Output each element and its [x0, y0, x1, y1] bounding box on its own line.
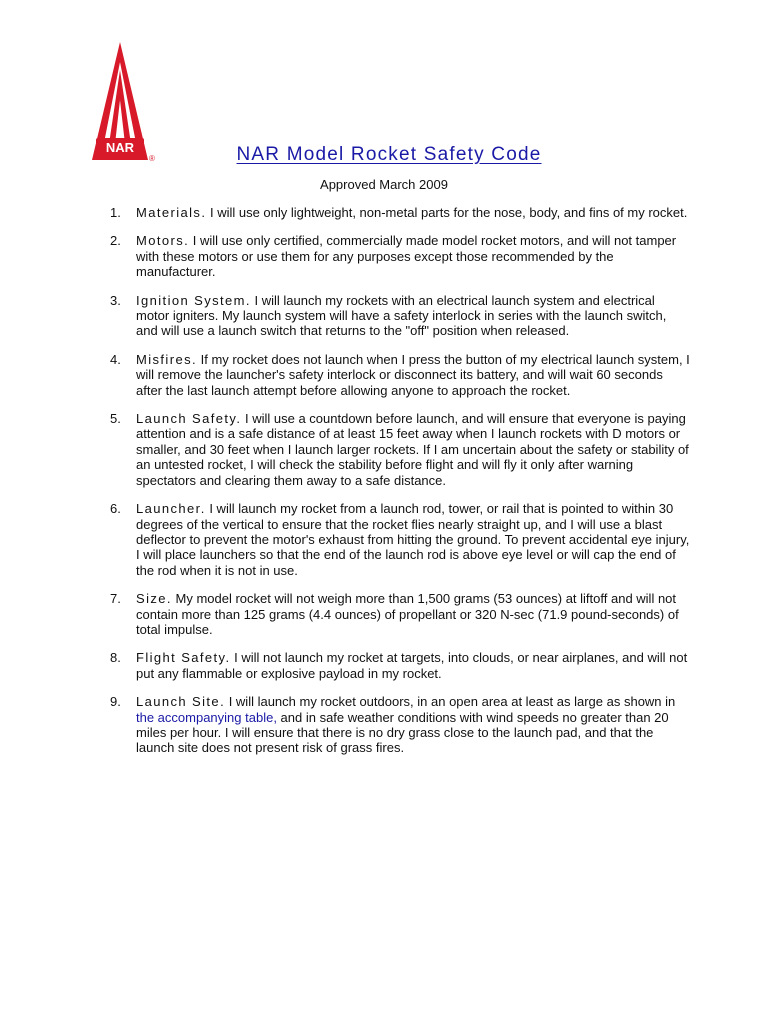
item-term: Materials.: [136, 205, 207, 220]
item-number: 3.: [110, 292, 121, 308]
item-number: 4.: [110, 351, 121, 367]
safety-code-list: [110, 205, 690, 769]
item-text: I will not launch my rocket at targets, into clouds, or near airplanes, and will not put any flammable or explosive payload in my rocket.: [136, 650, 688, 681]
item-term: Flight Safety.: [136, 650, 231, 666]
item-number: 7.: [110, 591, 121, 607]
list-item-misfires: [110, 352, 690, 398]
item-term: Launcher.: [136, 501, 206, 517]
item-number: 2.: [110, 233, 121, 249]
item-text: I will launch my rocket from a launch rod, tower, or rail that is pointed to within 30 degrees of the vertical to ensure that the rocket flies nearly straight up, and I will use a blast deflector to prevent the motor's exhaust from hitting the ground. To prevent accidental eye injury, I will place launchers so that the end of the launch rod is above eye level or will cap the end of the rod when it is not in use.: [136, 501, 690, 578]
approval-date: Approved March 2009: [320, 177, 448, 192]
item-number: 8.: [110, 650, 121, 666]
list-item-materials: [110, 205, 690, 220]
item-term: Launch Site.: [136, 694, 226, 710]
item-body: [136, 694, 690, 756]
item-body: [136, 501, 690, 578]
item-text: I will use only lightweight, non-metal parts for the nose, body, and fins of my rocket.: [206, 205, 688, 220]
item-term: Launch Safety.: [136, 411, 242, 427]
item-body: [136, 205, 690, 220]
registered-mark: ®: [149, 154, 155, 163]
item-text: If my rocket does not launch when I press the button of my electrical launch system, I will remove the launcher's safety interlock or disconnect its battery, and will wait 60 seconds after the last launch attempt before allowing anyone to approach the rocket.: [136, 351, 690, 398]
item-text: I will use only certified, commercially made model rocket motors, and will not tamper with these motors or use them for any purposes except those recommended by the manufacturer.: [136, 233, 677, 280]
logo-text: NAR: [105, 140, 135, 155]
item-body: [136, 591, 690, 637]
accompanying-table-link[interactable]: the accompanying table,: [136, 709, 277, 725]
item-term: Misfires.: [136, 351, 197, 367]
item-number: 6.: [110, 501, 121, 517]
item-term: Size.: [136, 591, 172, 607]
list-item-size: [110, 591, 690, 637]
item-body: [136, 352, 690, 398]
item-term: Ignition System.: [136, 292, 251, 308]
list-item-flight-safety: [110, 650, 690, 681]
item-body: [136, 293, 690, 339]
page-title-text: NAR Model Rocket Safety Code: [236, 144, 542, 165]
item-term: Motors.: [136, 233, 190, 249]
item-number: 1.: [110, 205, 121, 220]
item-text: I will launch my rocket outdoors, in an open area at least as large as shown in: [225, 694, 676, 710]
list-item-launch-safety: [110, 411, 690, 488]
item-body: [136, 650, 690, 681]
list-item-launcher: [110, 501, 690, 578]
item-text: I will use a countdown before launch, and will ensure that everyone is paying attention and is a safe distance of at least 15 feet away when I launch rockets with D motors or smaller, and 30 feet when I launch larger rockets. If I am uncertain about the safety or stability of an untested rocket, I will check the stability before flight and will fly it only after warning spectators and clearing them away to a safe distance.: [136, 411, 689, 488]
item-number: 5.: [110, 411, 121, 427]
item-body: [136, 233, 690, 279]
list-item-launch-site: [110, 694, 690, 756]
item-body: [136, 411, 690, 488]
item-text: I will launch my rockets with an electrical launch system and electrical motor igniters. My launch system will have a safety interlock in series with the launch switch, and will use a launch switch that returns to the "off" position when released.: [136, 292, 667, 339]
page-title: [0, 144, 768, 166]
list-item-motors: [110, 233, 690, 279]
item-text-after: and in safe weather conditions with wind speeds no greater than 20 miles per hour. I will ensure that there is no dry grass close to the launch pad, and that the launch site does not present risk of grass fires.: [136, 709, 669, 756]
list-item-ignition-system: [110, 293, 690, 339]
item-number: 9.: [110, 694, 121, 710]
item-text: My model rocket will not weigh more than 1,500 grams (53 ounces) at liftoff and will not contain more than 125 grams (4.4 ounces) of propellant or 320 N-sec (71.9 pound-seconds) of total impulse.: [136, 591, 679, 637]
